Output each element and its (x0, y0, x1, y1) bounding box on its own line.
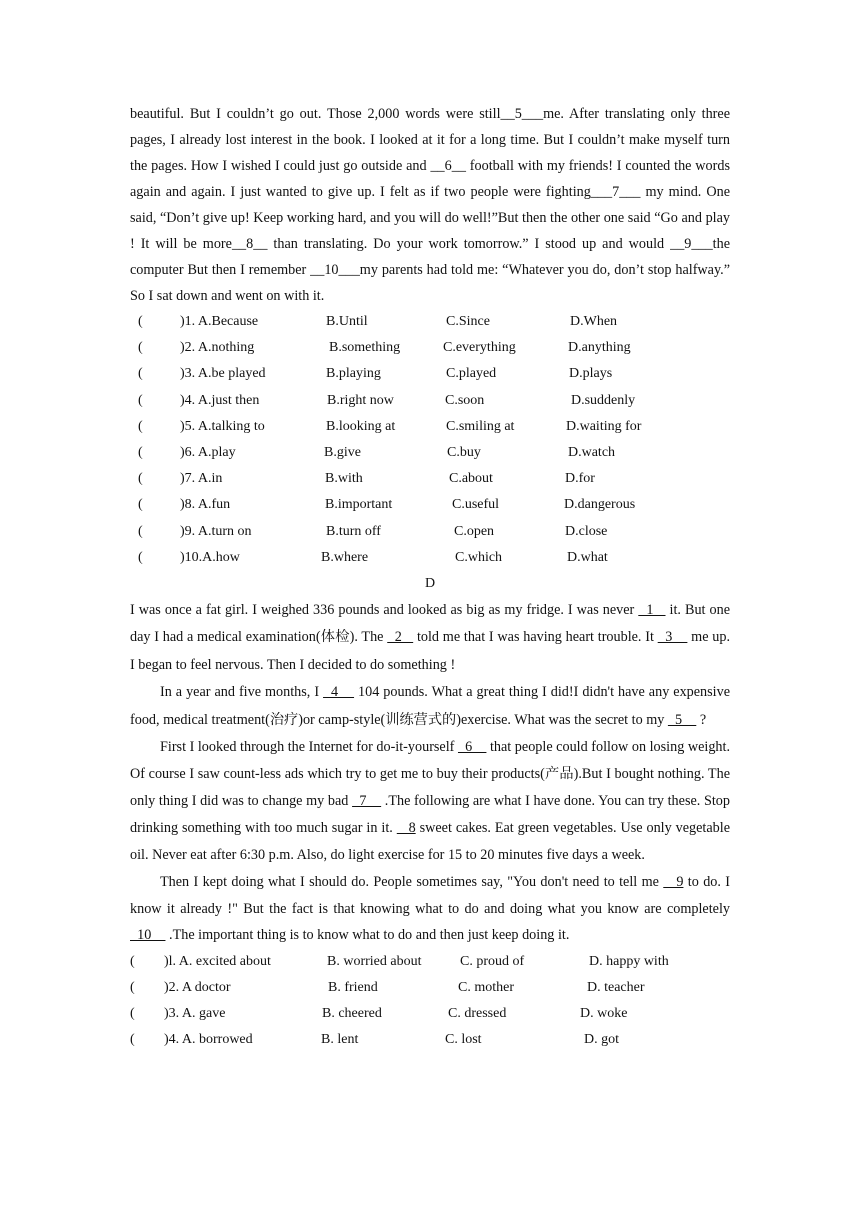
passage-c-paragraph: beautiful. But I couldn’t go out. Those 2,000 words were still__5___me. After translating only three pages, I already lost interest in the book. I looked at it for a long time. But I couldn’t make myself turn the pages. How I wished I could just go outside and __6__ football with my friends! I counted the words again and again. I just wanted to give up. I felt as if two people were fighting___7___ my mind. One said, “Don’t give up! Keep working hard, and you will do well!”But then the other one said “Go and play ! It will be more__8__ than translating. Do your work tomorrow.” I stood up and would __9___the computer But then I remember __10___my parents had told me: “Whatever you do, don’t stop halfway.” So I sat down and went on with it. (130, 106, 730, 304)
option-c: C. mother (458, 980, 514, 996)
option-a: )3. A.be played (180, 366, 266, 382)
text: Then I kept doing what I should do. People sometimes say, "You don't need to tell me (160, 874, 664, 891)
blank-7: 7 (352, 793, 382, 810)
text: I was once a fat girl. I weighed 336 pounds and looked as big as my fridge. I was never (130, 601, 639, 618)
section-d-paragraph-4 (130, 869, 730, 949)
answer-paren: ( (138, 549, 143, 565)
answer-paren: ( (138, 444, 143, 460)
option-d: D.close (565, 523, 608, 539)
option-d: D.When (570, 314, 618, 329)
option-b: B.playing (326, 366, 381, 382)
text: .The following are what I have done. You can try these. Stop drinking something with too much sugar in it. (130, 793, 730, 837)
option-b: B.where (321, 549, 369, 565)
text: In a year and five months, I (160, 684, 324, 701)
question-row (130, 466, 730, 492)
blank-6: 6 (457, 739, 487, 756)
text: First I looked through the Internet for do-it-yourself (160, 739, 458, 756)
blank-9: 9 (663, 874, 684, 891)
option-b: B.right now (327, 392, 394, 408)
option-c: C.soon (445, 392, 485, 408)
option-a: )2. A.nothing (180, 340, 255, 356)
blank-4: 4 (323, 684, 355, 701)
answer-paren: ( (138, 497, 143, 513)
option-b: B.turn off (326, 523, 381, 539)
text: told me that I was having heart trouble. It (413, 629, 658, 646)
section-d-paragraph-3 (130, 734, 730, 869)
answer-paren: ( (130, 953, 135, 969)
option-d: D.plays (569, 366, 613, 382)
option-b: B. lent (321, 1032, 359, 1048)
option-a: )4. A.just then (180, 392, 260, 408)
option-d: D.dangerous (564, 497, 636, 513)
questions-c (130, 309, 730, 571)
option-d: D.for (565, 471, 595, 487)
option-d: D.watch (568, 444, 616, 460)
option-c: C. dressed (448, 1006, 507, 1022)
option-a: )3. A. gave (164, 1006, 226, 1022)
option-c: C.Since (446, 314, 490, 329)
option-c: C. lost (445, 1032, 482, 1048)
option-c: C.useful (452, 497, 500, 513)
option-b: B.looking at (326, 418, 396, 434)
question-row (130, 1001, 730, 1027)
section-d-paragraph-2 (130, 679, 730, 734)
option-c: C. proud of (460, 953, 525, 969)
text: it. But one day I had a medical examination(体检). The (130, 601, 730, 646)
option-a: )l. A. excited about (164, 953, 271, 969)
document-page (130, 101, 730, 1054)
blank-2: 2 (387, 629, 414, 646)
option-b: B.give (324, 444, 361, 460)
answer-paren: ( (138, 340, 143, 356)
option-a: )4. A. borrowed (164, 1032, 253, 1048)
section-d-title: D (424, 575, 436, 591)
answer-paren: ( (138, 392, 143, 408)
question-row (130, 545, 730, 571)
option-c: C.everything (443, 340, 516, 356)
option-b: B.something (329, 340, 401, 356)
question-row (130, 309, 730, 335)
option-d: D.waiting for (566, 418, 642, 434)
section-d-paragraph-1 (130, 597, 730, 680)
option-c: C.played (446, 366, 497, 382)
option-a: )8. A.fun (180, 497, 231, 513)
option-b: B.with (325, 471, 363, 487)
blank-10: 10 (130, 927, 166, 944)
option-d: D. got (584, 1032, 619, 1048)
answer-paren: ( (138, 418, 143, 434)
blank-5: 5 (667, 711, 697, 728)
answer-paren: ( (138, 471, 143, 487)
option-d: D. happy with (589, 953, 669, 969)
question-row (130, 949, 730, 975)
option-a: )10.A.how (180, 549, 240, 565)
option-b: B. cheered (322, 1006, 382, 1022)
question-row (130, 492, 730, 518)
option-a: )7. A.in (180, 471, 223, 487)
option-c: C.about (449, 471, 493, 487)
blank-3: 3 (657, 629, 688, 646)
option-a: )2. A doctor (164, 980, 231, 996)
questions-d (130, 949, 730, 1054)
blank-8: 8 (396, 820, 416, 837)
option-d: D.anything (568, 340, 631, 356)
option-b: B.important (325, 497, 393, 513)
question-row (130, 361, 730, 387)
option-c: C.open (454, 523, 495, 539)
question-row (130, 440, 730, 466)
text: to do. I know it already !" But the fact is that knowing what to do and doing what you know are completely (130, 874, 731, 917)
answer-paren: ( (130, 980, 135, 996)
option-b: B.Until (326, 314, 368, 329)
question-row (130, 335, 730, 361)
text: sweet cakes. Eat green vegetables. Use only vegetable oil. Never eat after 6:30 p.m. Also, do light exercise for 15 to 20 minutes five days a week. (130, 820, 730, 864)
option-d: D.suddenly (571, 392, 636, 408)
option-b: B. friend (328, 980, 378, 996)
option-a: )9. A.turn on (180, 523, 252, 539)
text: that people could follow on losing weight. Of course I saw count-less ads which try to get me to buy their products(产品).But I bought nothing. The only thing I did was to change my bad (130, 739, 731, 810)
option-c: C.which (455, 549, 503, 565)
text: 104 pounds. What a great thing I did!I didn't have any expensive food, medical treatment(治疗)or camp-style(训练营式的)exercise. What was the secret to my (130, 684, 731, 728)
question-row (130, 519, 730, 545)
option-c: C.smiling at (446, 418, 515, 434)
question-row (130, 414, 730, 440)
option-d: D.what (567, 549, 608, 565)
text: .The important thing is to know what to do and then just keep doing it. (165, 927, 570, 944)
option-a: )5. A.talking to (180, 418, 265, 434)
question-row (130, 1027, 730, 1053)
answer-paren: ( (138, 366, 143, 382)
text: me up. I began to feel nervous. Then I decided to do something ! (130, 629, 730, 673)
blank-1: 1 (638, 601, 666, 618)
answer-paren: ( (130, 1032, 135, 1048)
option-c: C.buy (447, 444, 481, 460)
question-row (130, 975, 730, 1001)
option-d: D. teacher (587, 980, 645, 996)
answer-paren: ( (138, 314, 143, 329)
option-b: B. worried about (327, 953, 422, 969)
option-a: )6. A.play (180, 444, 236, 460)
option-a: )1. A.Because (180, 314, 259, 329)
question-row (130, 388, 730, 414)
answer-paren: ( (138, 523, 143, 539)
option-d: D. woke (580, 1006, 628, 1022)
text: ? (696, 711, 707, 728)
answer-paren: ( (130, 1006, 135, 1022)
